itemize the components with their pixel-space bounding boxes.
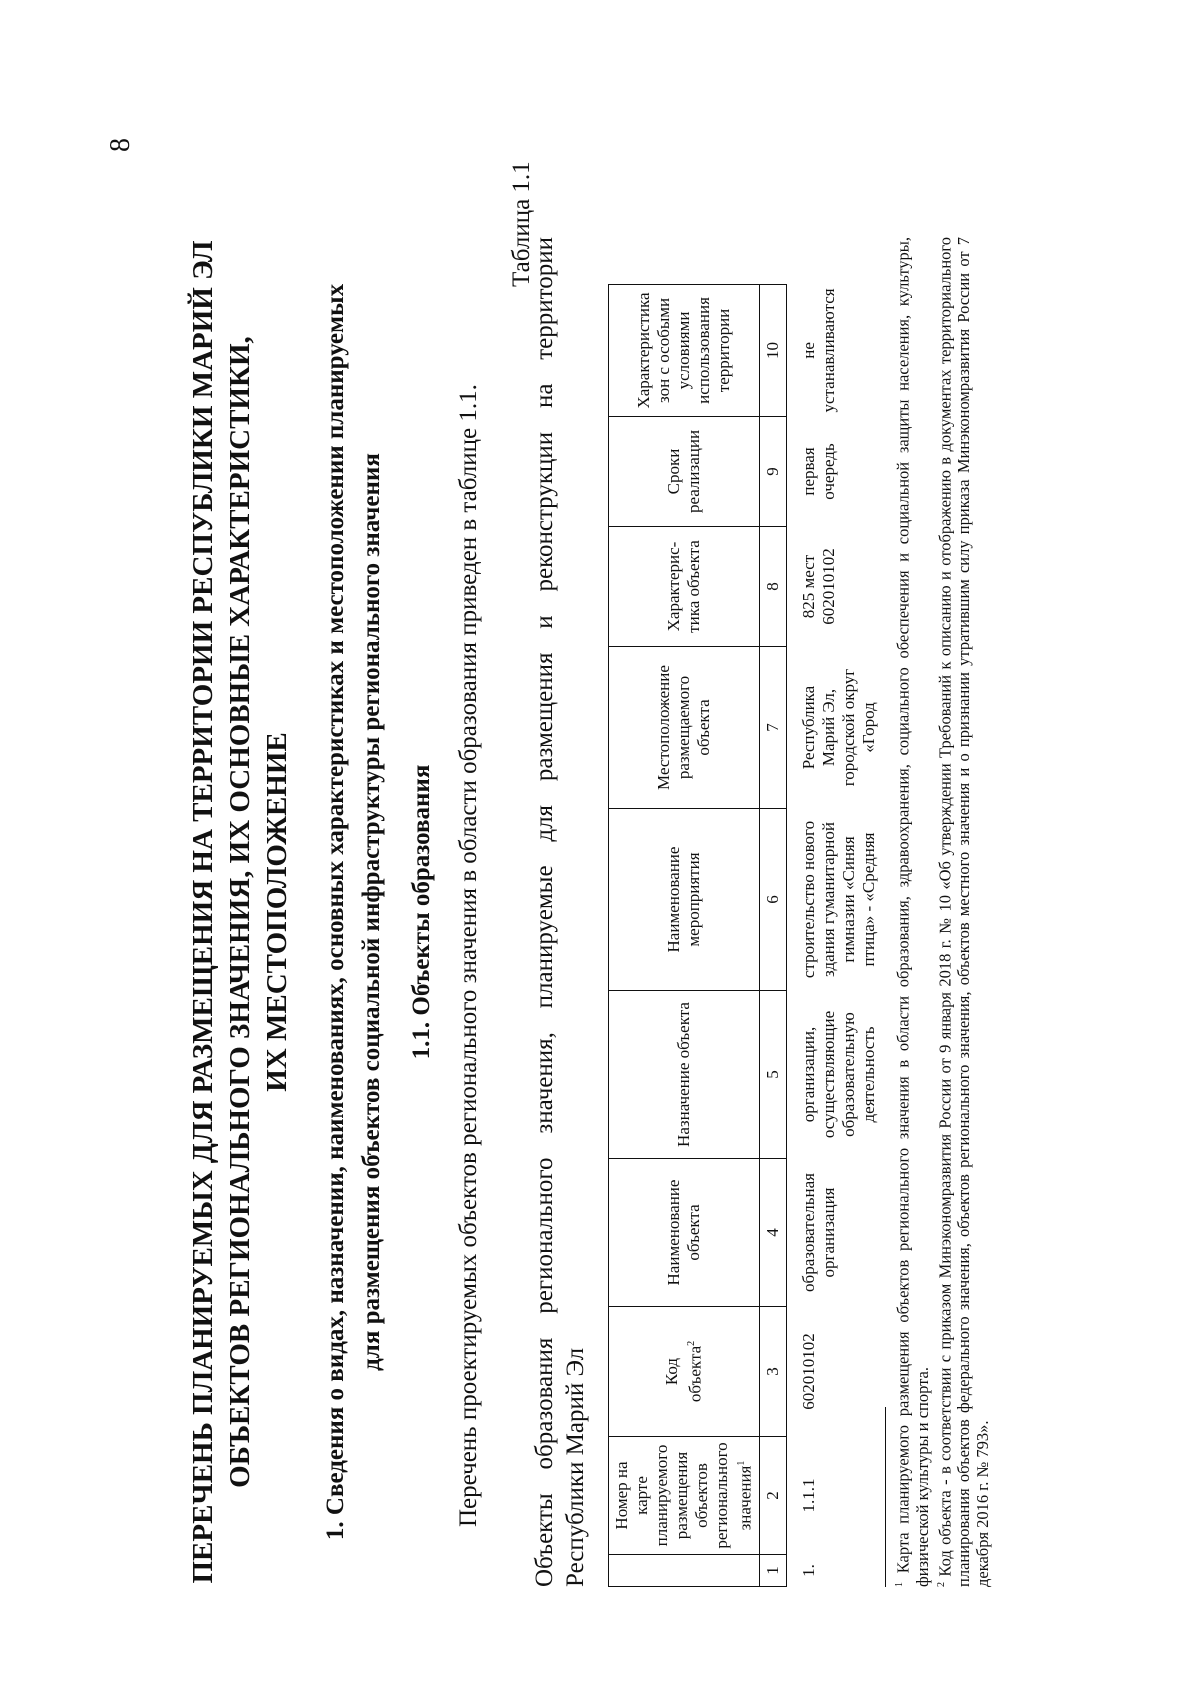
title-line: ИХ МЕСТОПОЛОЖЕНИЕ xyxy=(261,732,293,1092)
subsection-heading: 1.1. Объекты образования xyxy=(408,764,435,1060)
column-number: 8 xyxy=(759,527,786,647)
header-cell: Местоположение размещаемого объекта xyxy=(609,647,760,809)
table-header-row xyxy=(609,284,760,1586)
section-heading-line: для размещения объектов социальной инфраструктуры регионального значения xyxy=(358,453,385,1371)
table-cell: не устанавливаются xyxy=(798,288,838,413)
footnote: $^2$ Код объекта - в соответствии с приказом Минэкономразвития России от 9 января 2018 г. № 10 «Об утверждении Требований к описанию и отображению в документах территориального планирования объектов федерального значения, объектов регионального значения, объектов местного значения и о признании утратившим силу приказа Минэкономразвития России от 7 декабря 2016 г. № 793». xyxy=(935,236,992,1587)
table-cell: организации, осуществляющие образовательную деятельность xyxy=(798,1010,878,1139)
footnote: $^1$ Карта планируемого размещения объектов регионального значения в области образования, здравоохранения, социального обеспечения и социальной защиты населения, культуры, физической культуры и спорта. xyxy=(893,237,932,1587)
column-number: 4 xyxy=(759,1159,786,1307)
column-number: 9 xyxy=(759,417,786,527)
section-heading-line: 1. Сведения о видах, назначении, наименованиях, основных характеристиках и местоположении планируемых xyxy=(322,283,349,1541)
table-cell: 825 мест 602010102 xyxy=(798,548,838,625)
table-title-line: Объекты образования регионального значения, планируемые для размещения и реконструкции на территории xyxy=(531,237,558,1587)
table-cell: 602010102 xyxy=(798,1333,818,1410)
column-number: 3 xyxy=(759,1307,786,1437)
table-row xyxy=(786,284,882,1586)
column-number: 5 xyxy=(759,991,786,1159)
header-cell: Код объекта$^2$ xyxy=(609,1307,760,1437)
column-number: 10 xyxy=(759,284,786,416)
header-cell: Характеристика зон с особыми условиями использования территории xyxy=(609,284,760,416)
header-cell: Номер на карте планируемого размещения объектов регионального значения$^1$ xyxy=(609,1437,760,1555)
table-cell: Республика Марий Эл, городской округ «Город xyxy=(798,668,878,787)
header-cell: Сроки реализации xyxy=(609,417,760,527)
footnotes xyxy=(890,237,992,1587)
column-number: 7 xyxy=(759,647,786,809)
table-cell: строительство нового здания гуманитарной гимназии «Синяя птица» - «Средняя xyxy=(798,820,878,979)
objects-table xyxy=(608,284,882,1587)
page-number: 8 xyxy=(105,138,136,152)
table-cell: 1.1.1 xyxy=(798,1478,818,1513)
column-number: 1 xyxy=(759,1555,786,1587)
header-cell: Назначение объекта xyxy=(609,991,760,1159)
table-cell: образовательная организация xyxy=(798,1173,838,1292)
title-line: ОБЪЕКТОВ РЕГИОНАЛЬНОГО ЗНАЧЕНИЯ, ИХ ОСНОВНЫЕ ХАРАКТЕРИСТИКИ, xyxy=(224,336,256,1488)
header-cell: Наименование объекта xyxy=(609,1159,760,1307)
footnote-separator xyxy=(885,1407,886,1587)
table-caption: Таблица 1.1 xyxy=(508,161,535,287)
intro-paragraph: Перечень проектируемых объектов регионального значения в области образования приведен в таблице 1.1. xyxy=(455,384,482,1527)
document-title xyxy=(185,237,296,1587)
table-cell: 1. xyxy=(798,1564,818,1577)
table-number-row xyxy=(759,284,786,1586)
table-title-line: Республики Марий Эл xyxy=(562,1347,589,1587)
title-line: ПЕРЕЧЕНЬ ПЛАНИРУЕМЫХ ДЛЯ РАЗМЕЩЕНИЯ НА ТЕРРИТОРИИ РЕСПУБЛИКИ МАРИЙ ЭЛ xyxy=(187,240,219,1584)
table-cell: первая очередь xyxy=(798,443,838,500)
column-number: 6 xyxy=(759,809,786,991)
header-cell: Наименование мероприятия xyxy=(609,809,760,991)
header-cell: Характерис- тика объекта xyxy=(609,527,760,647)
column-number: 2 xyxy=(759,1437,786,1555)
header-cell xyxy=(609,1555,760,1587)
section-heading xyxy=(318,237,390,1587)
